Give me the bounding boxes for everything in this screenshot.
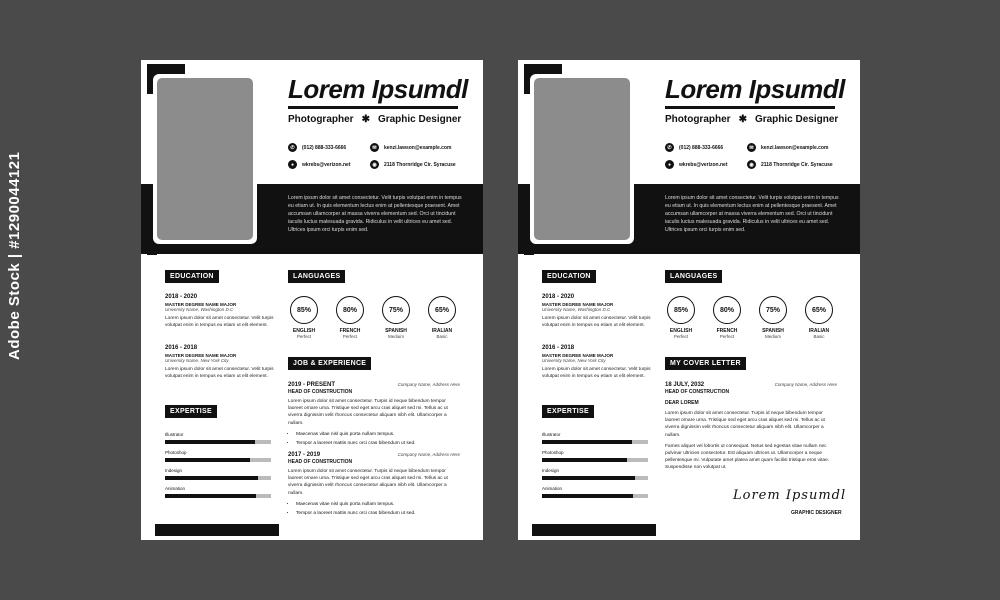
- edu-desc: Lorem ipsum dolor sit amet consectetur. Velit turpis volutpat enim in tempus eu etiam ut elit element.: [165, 367, 274, 380]
- language-item: [330, 296, 370, 339]
- web-text: wkrebs@verizon.net: [679, 161, 728, 168]
- role-primary: Photographer: [288, 114, 354, 125]
- skill-track: [542, 476, 648, 480]
- letter-date: 18 JULY, 2032: [665, 382, 705, 388]
- job-bullet: • Tempor a laoreet mattis nunc orci cras bibendum ut sed.: [296, 509, 460, 518]
- language-percent: 85%: [667, 296, 695, 324]
- edu-desc: Lorem ipsum dolor sit amet consectetur. Velit turpis volutpat enim in tempus eu etiam ut elit element.: [542, 316, 651, 329]
- contact-email: [370, 143, 451, 152]
- skill-item: [165, 432, 271, 444]
- candidate-name: Lorem Ipsumdl: [288, 74, 468, 104]
- education-heading: EDUCATION: [165, 270, 219, 283]
- edu-desc: Lorem ipsum dolor sit amet consectetur. Velit turpis volutpat enim in tempus eu etiam ut elit element.: [165, 316, 274, 329]
- contact-web: [665, 160, 728, 169]
- skill-fill: [542, 494, 633, 498]
- phone-icon: ✆: [665, 143, 674, 152]
- edu-years: 2016 - 2018: [165, 345, 198, 351]
- resume-page-left: [141, 60, 483, 540]
- roles: [665, 114, 838, 125]
- mail-icon: ✉: [370, 143, 379, 152]
- contact-web: [288, 160, 351, 169]
- skill-item: [542, 486, 648, 498]
- edu-school: University Name, New York City: [165, 358, 229, 363]
- phone-icon: ✆: [288, 143, 297, 152]
- edu-school: University Name, Washington D.C: [165, 307, 234, 312]
- language-level: Perfect: [342, 334, 358, 339]
- contact-address: [370, 160, 456, 169]
- language-percent: 80%: [336, 296, 364, 324]
- contact-phone: [665, 143, 723, 152]
- skill-item: [542, 468, 648, 480]
- skill-label: Indesign: [542, 468, 560, 473]
- job-bullet: • Maecenas vitae nisl quis porta nullam tempus.: [296, 430, 460, 439]
- skill-item: [165, 468, 271, 480]
- skill-fill: [165, 476, 258, 480]
- language-percent: 75%: [759, 296, 787, 324]
- skill-item: [165, 450, 271, 462]
- photo-placeholder: [157, 78, 253, 240]
- asterisk-icon: ✱: [361, 114, 370, 125]
- edu-years: 2018 - 2020: [542, 294, 575, 300]
- contact-address: [747, 160, 833, 169]
- phone-text: (012) 888-333-6666: [302, 144, 347, 151]
- email-text: kenzi.lawson@example.com: [384, 144, 452, 151]
- language-item: [707, 296, 747, 339]
- education-entry: [542, 345, 652, 380]
- job-position: HEAD OF CONSTRUCTION: [288, 459, 353, 465]
- skill-item: [542, 450, 648, 462]
- edu-school: University Name, New York City: [542, 358, 606, 363]
- summary-text: Lorem ipsum dolor sit amet consectetur. Velit turpis volutpat enim in tempus eu etiam ut. In quis elementum lectus enim at pellentesque praesent. Amet accumsan ullamcorper at massa viverra elementum sed. Orci ut tincidunt iaculis luctus malesuada gravida. Ridiculus in velit ultrices eu amet sed. Ultrices ipsum orci turpis enim sed.: [288, 195, 462, 234]
- mail-icon: ✉: [747, 143, 756, 152]
- language-percent: 85%: [290, 296, 318, 324]
- location-icon: ◉: [370, 160, 379, 169]
- photo-placeholder: [534, 78, 630, 240]
- skill-track: [542, 458, 648, 462]
- contact-email: [747, 143, 828, 152]
- language-level: Basic: [436, 334, 448, 339]
- cover-letter: [665, 382, 837, 472]
- language-item: [422, 296, 462, 339]
- job-desc: Lorem ipsum dolor sit amet consectetur. Turpis id neque bibendum tempor laoreet ornare urna. Tristique sed eget arcu cras aliquet sed mi. Tellus ac ut viverra dignissim velit rhoncus consectetur aliquam nibh elit. Ullamcorper a nullam.: [288, 399, 448, 426]
- language-item: [799, 296, 839, 339]
- user-icon: ●: [288, 160, 297, 169]
- web-text: wkrebs@verizon.net: [302, 161, 351, 168]
- job-position: HEAD OF CONSTRUCTION: [288, 389, 353, 395]
- language-name: SPANISH: [762, 328, 784, 334]
- skill-label: Indesign: [165, 468, 183, 473]
- edu-desc: Lorem ipsum dolor sit amet consectetur. Velit turpis volutpat enim in tempus eu etiam ut elit element.: [542, 367, 651, 380]
- skill-fill: [542, 458, 627, 462]
- job-company: Company Name, Address Here: [397, 452, 460, 457]
- bottom-accent: [532, 524, 656, 536]
- language-name: SPANISH: [385, 328, 407, 334]
- skill-item: [542, 432, 648, 444]
- skill-fill: [165, 458, 250, 462]
- job-period: 2019 - PRESENT: [288, 382, 336, 388]
- signature-title: GRAPHIC DESIGNER: [791, 510, 842, 516]
- signature: Lorem Ipsumdl: [733, 488, 847, 503]
- job-period: 2017 - 2019: [288, 452, 321, 458]
- letter-salutation: DEAR LOREM: [665, 400, 699, 406]
- resume-page-right: [518, 60, 860, 540]
- role-secondary: Graphic Designer: [754, 114, 839, 125]
- letter-position: HEAD OF CONSTRUCTION: [665, 389, 730, 395]
- language-item: [661, 296, 701, 339]
- skill-fill: [165, 440, 255, 444]
- language-level: Perfect: [296, 334, 312, 339]
- job-entry: [288, 382, 460, 448]
- edu-degree: MASTER DEGREE NAME MAJOR: [165, 353, 237, 358]
- job-bullet: • Tempor a laoreet mattis nunc orci cras bibendum ut sed.: [296, 439, 460, 448]
- skill-fill: [542, 476, 635, 480]
- edu-school: University Name, Washington D.C: [542, 307, 611, 312]
- language-item: [284, 296, 324, 339]
- summary-text: Lorem ipsum dolor sit amet consectetur. Velit turpis volutpat enim in tempus eu etiam ut. In quis elementum lectus enim at pellentesque praesent. Amet accumsan ullamcorper at massa viverra elementum sed. Orci ut tincidunt iaculis luctus malesuada gravida. Ridiculus in velit ultrices eu amet sed. Ultrices ipsum orci turpis enim sed.: [665, 195, 839, 234]
- skill-label: Photoshop: [542, 450, 564, 455]
- language-item: [376, 296, 416, 339]
- skill-track: [165, 476, 271, 480]
- bottom-accent: [155, 524, 279, 536]
- language-percent: 80%: [713, 296, 741, 324]
- letter-paragraph: Fames aliquet vel lobortis ut consequat. Netus sed egestas vitae nullam nec pulvinar ultricies consectetur. Est aliquam ultrices ut. Ullamcorper a neque pellentesque mi. Vulputate amet platea amet quam facilisi tristique eros vitae. Suspendisse non volutpat ut.: [665, 443, 830, 471]
- language-name: IRALIAN: [808, 328, 830, 334]
- skill-label: Illustrator: [542, 432, 561, 437]
- candidate-name: Lorem Ipsumdl: [665, 74, 845, 104]
- skill-label: Animation: [542, 486, 563, 491]
- education-entry: [165, 345, 275, 380]
- education-entry: [165, 294, 275, 329]
- jobs-heading: JOB & EXPERIENCE: [288, 357, 371, 370]
- job-bullet: • Maecenas vitae nisl quis porta nullam tempus.: [296, 500, 460, 509]
- role-primary: Photographer: [665, 114, 731, 125]
- address-text: 2118 Thornridge Cir. Syracuse: [761, 161, 833, 168]
- languages-heading: LANGUAGES: [288, 270, 345, 283]
- letter-company: Company Name, Address Here: [774, 382, 837, 387]
- edu-years: 2018 - 2020: [165, 294, 198, 300]
- job-desc: Lorem ipsum dolor sit amet consectetur. Turpis id neque bibendum tempor laoreet ornare urna. Tristique sed eget arcu cras aliquet sed mi. Tellus ac ut viverra dignissim velit rhoncus consectetur aliquam nibh elit. Ullamcorper a nullam.: [288, 469, 448, 496]
- user-icon: ●: [665, 160, 674, 169]
- language-name: FRENCH: [339, 328, 361, 334]
- language-level: Perfect: [719, 334, 735, 339]
- cover-letter-heading: MY COVER LETTER: [665, 357, 746, 370]
- name-underline: [288, 106, 458, 109]
- languages-heading: LANGUAGES: [665, 270, 722, 283]
- language-item: [753, 296, 793, 339]
- skill-track: [542, 494, 648, 498]
- skill-fill: [542, 440, 632, 444]
- job-entry: [288, 452, 460, 518]
- skill-track: [165, 458, 271, 462]
- edu-degree: MASTER DEGREE NAME MAJOR: [542, 353, 614, 358]
- phone-text: (012) 888-333-6666: [679, 144, 724, 151]
- letter-paragraph: Lorem ipsum dolor sit amet consectetur. Turpis id neque bibendum tempor laoreet ornare urna. Tristique sed eget arcu cras aliquet sed mi. Tellus ac ut viverra dignissim velit rhoncus consectetur aliquam nibh elit. Ullamcorper a nullam.: [665, 411, 825, 438]
- edu-degree: MASTER DEGREE NAME MAJOR: [165, 302, 237, 307]
- language-name: ENGLISH: [669, 328, 693, 334]
- language-name: FRENCH: [716, 328, 738, 334]
- edu-degree: MASTER DEGREE NAME MAJOR: [542, 302, 614, 307]
- language-level: Perfect: [673, 334, 689, 339]
- job-company: Company Name, Address Here: [397, 382, 460, 387]
- education-entry: [542, 294, 652, 329]
- language-percent: 65%: [805, 296, 833, 324]
- roles: [288, 114, 461, 125]
- location-icon: ◉: [747, 160, 756, 169]
- skill-label: Animation: [165, 486, 186, 491]
- edu-years: 2016 - 2018: [542, 345, 575, 351]
- email-text: kenzi.lawson@example.com: [761, 144, 829, 151]
- name-underline: [665, 106, 835, 109]
- expertise-heading: EXPERTISE: [165, 405, 217, 418]
- stock-id-label: Adobe Stock | #1290044121: [6, 151, 23, 360]
- education-heading: EDUCATION: [542, 270, 596, 283]
- skill-track: [542, 440, 648, 444]
- skill-track: [165, 494, 271, 498]
- job-bullets: [288, 430, 460, 448]
- language-name: IRALIAN: [431, 328, 453, 334]
- skill-item: [165, 486, 271, 498]
- skill-fill: [165, 494, 256, 498]
- language-percent: 75%: [382, 296, 410, 324]
- language-level: Medium: [387, 334, 404, 339]
- language-percent: 65%: [428, 296, 456, 324]
- job-bullets: [288, 500, 460, 518]
- skill-label: Photoshop: [165, 450, 187, 455]
- expertise-heading: EXPERTISE: [542, 405, 594, 418]
- skill-label: Illustrator: [165, 432, 184, 437]
- contact-phone: [288, 143, 346, 152]
- skill-track: [165, 440, 271, 444]
- address-text: 2118 Thornridge Cir. Syracuse: [384, 161, 456, 168]
- language-name: ENGLISH: [292, 328, 316, 334]
- language-level: Basic: [813, 334, 825, 339]
- language-level: Medium: [764, 334, 781, 339]
- asterisk-icon: ✱: [738, 114, 747, 125]
- role-secondary: Graphic Designer: [377, 114, 462, 125]
